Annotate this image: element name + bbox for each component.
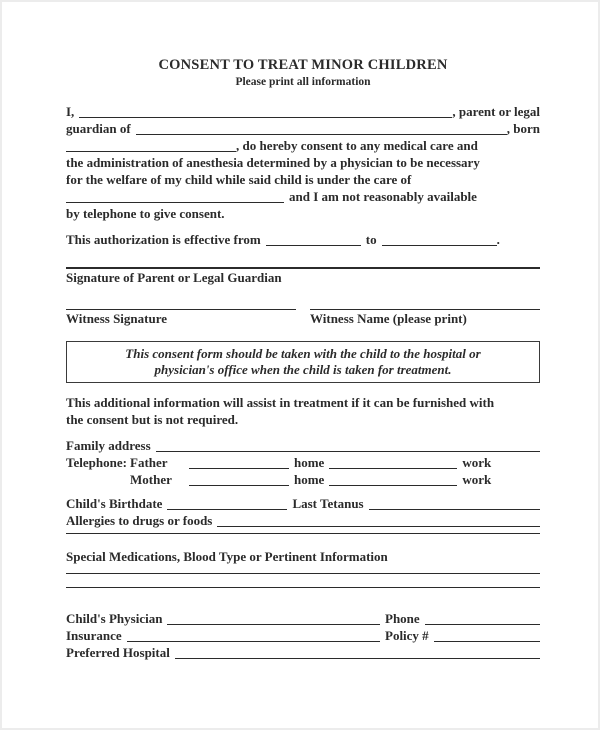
caregiver-name-field[interactable] <box>66 200 284 203</box>
physician-row <box>66 610 540 627</box>
medications-line-2[interactable] <box>66 587 540 588</box>
insurance-label: Insurance <box>66 628 122 643</box>
telephone-father-row <box>66 454 540 471</box>
mother-home-label: home <box>294 472 325 487</box>
consent-line-4: the administration of anesthesia determined by a physician to be necessary <box>66 155 480 170</box>
birthdate-row <box>66 495 540 512</box>
phone-field[interactable] <box>425 622 540 625</box>
parent-signature-label: Signature of Parent or Legal Guardian <box>66 270 282 285</box>
child-name-field[interactable] <box>136 132 507 135</box>
additional-info-paragraph <box>66 394 540 428</box>
mother-work-label: work <box>462 472 492 487</box>
mother-home-phone-field[interactable] <box>189 483 289 486</box>
father-label: Father <box>130 455 168 470</box>
consent-l6-post: and I am not reasonably available <box>289 189 477 204</box>
consent-line-1 <box>66 103 540 120</box>
witness-labels-row <box>66 310 540 327</box>
additional-info-line-2: the consent but is not required. <box>66 412 239 427</box>
father-home-label: home <box>294 455 325 470</box>
birthdate-label: Child's Birthdate <box>66 496 163 511</box>
father-home-phone-field[interactable] <box>189 466 289 469</box>
mother-work-phone-field[interactable] <box>329 483 457 486</box>
physician-field[interactable] <box>167 622 380 625</box>
authorization-prefix: This authorization is effective from <box>66 232 261 247</box>
consent-line-2 <box>66 120 540 137</box>
notice-line-1: This consent form should be taken with the child to the hospital or <box>125 346 481 361</box>
policy-group <box>380 627 540 644</box>
mother-label: Mother <box>130 472 172 487</box>
form-subtitle: Please print all information <box>235 76 371 88</box>
policy-label: Policy # <box>385 628 429 643</box>
additional-info-line-1: This additional information will assist in treatment if it can be furnished with <box>66 395 495 410</box>
authorization-suffix: . <box>496 232 500 247</box>
telephone-mother-row <box>66 471 540 488</box>
last-tetanus-field[interactable] <box>369 507 540 510</box>
consent-line-6 <box>66 188 540 205</box>
witness-name-label: Witness Name (please print) <box>310 311 467 326</box>
allergies-field[interactable] <box>217 524 540 527</box>
family-address-label: Family address <box>66 438 151 453</box>
effective-to-field[interactable] <box>382 243 497 246</box>
last-tetanus-label: Last Tetanus <box>292 496 364 511</box>
phone-label: Phone <box>385 611 420 626</box>
preferred-hospital-field[interactable] <box>175 656 540 659</box>
telephone-label: Telephone: <box>66 455 127 470</box>
insurance-field[interactable] <box>127 639 380 642</box>
form-title: CONSENT TO TREAT MINOR CHILDREN <box>158 57 448 73</box>
policy-number-field[interactable] <box>434 639 540 642</box>
preferred-hospital-label: Preferred Hospital <box>66 645 170 660</box>
authorization-row <box>66 231 540 248</box>
father-work-label: work <box>462 455 492 470</box>
born-date-field[interactable] <box>66 149 236 152</box>
consent-l2-post: , born <box>506 121 540 136</box>
effective-from-field[interactable] <box>266 243 361 246</box>
authorization-connector: to <box>365 232 377 247</box>
allergies-overflow-line[interactable] <box>66 533 540 534</box>
allergies-label: Allergies to drugs or foods <box>66 513 213 528</box>
father-work-phone-field[interactable] <box>329 466 457 469</box>
physician-label: Child's Physician <box>66 611 163 626</box>
birthdate-field[interactable] <box>167 507 287 510</box>
insurance-row <box>66 627 540 644</box>
consent-l3-post: , do hereby consent to any medical care and <box>236 138 478 153</box>
consent-line-7: by telephone to give consent. <box>66 206 225 221</box>
family-address-row <box>66 437 540 454</box>
medications-heading: Special Medications, Blood Type or Pertinent Information <box>66 549 388 564</box>
consent-l2-pre: guardian of <box>66 121 131 136</box>
medications-line-1[interactable] <box>66 573 540 574</box>
notice-line-2: physician's office when the child is taken for treatment. <box>154 362 452 377</box>
family-address-field[interactable] <box>156 449 540 452</box>
parent-name-field[interactable] <box>79 115 452 118</box>
allergies-row <box>66 512 540 529</box>
preferred-hospital-row <box>66 644 540 661</box>
consent-paragraph <box>66 103 540 222</box>
notice-box <box>66 341 540 383</box>
consent-l1-post: , parent or legal <box>452 104 540 119</box>
consent-line-3 <box>66 137 540 154</box>
consent-line-5: for the welfare of my child while said child is under the care of <box>66 172 412 187</box>
consent-l1-pre: I, <box>66 104 75 119</box>
witness-signature-label: Witness Signature <box>66 311 168 326</box>
phone-group <box>380 610 540 627</box>
